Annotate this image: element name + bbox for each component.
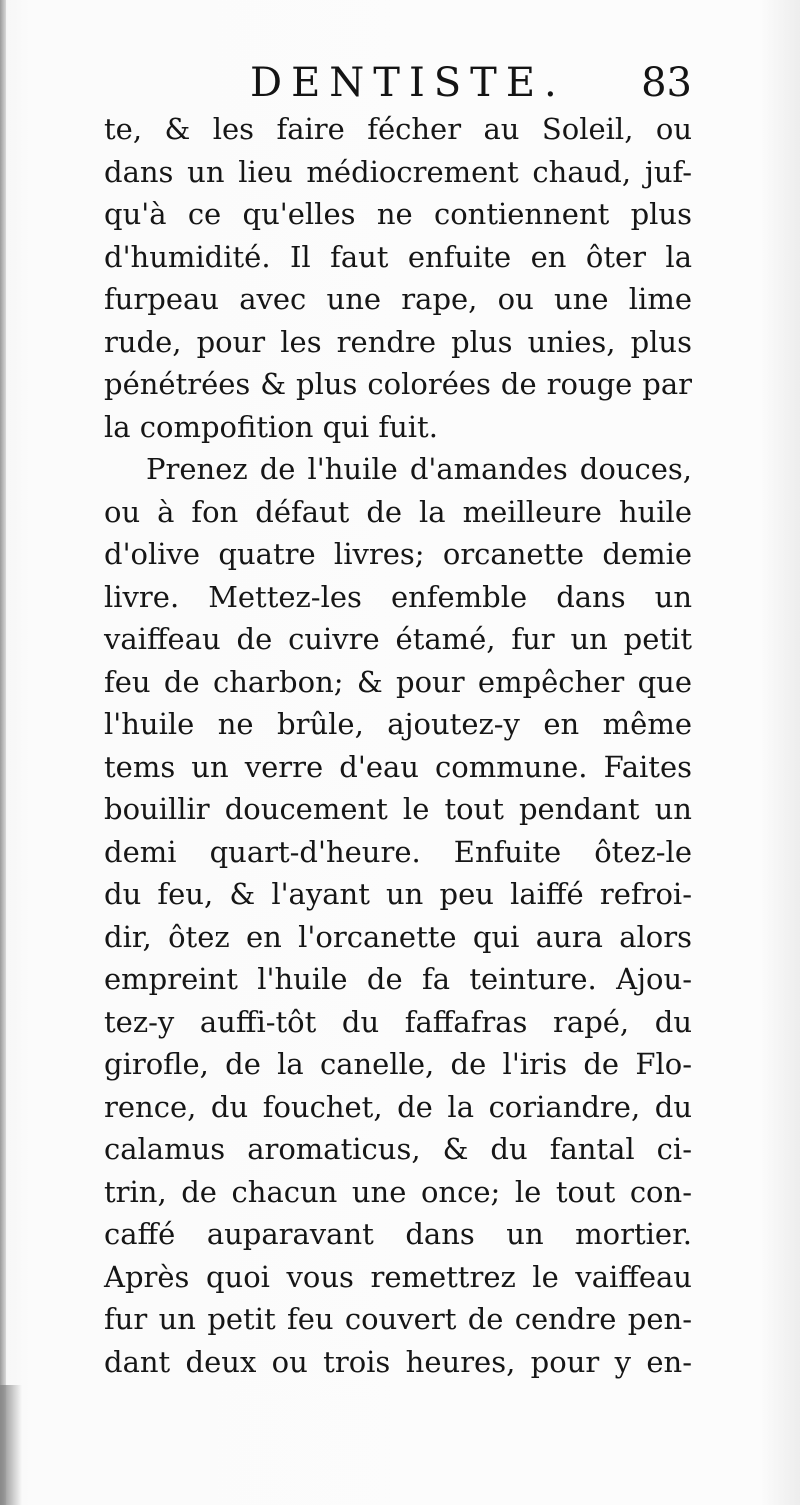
text-line: livre. Mettez-les enfemble dans un	[104, 579, 692, 614]
text-line: vaiffeau de cuivre étamé, fur un petit	[104, 622, 692, 656]
text-line: dant deux ou trois heures, pour y en-	[104, 1344, 692, 1379]
text-line: rence, du fouchet, de la coriandre, du	[104, 1089, 692, 1124]
text-line: calamus aromaticus, & du fantal ci-	[104, 1132, 692, 1166]
text-line: girofle, de la canelle, de l'iris de Flo-	[104, 1047, 692, 1081]
text-line: du feu, & l'ayant un peu laiffé refroi-	[104, 877, 692, 911]
text-line: caffé auparavant dans un mortier.	[104, 1217, 692, 1251]
page-edge-shadow	[0, 0, 6, 1505]
running-head: DENTISTE.	[250, 60, 566, 106]
text-line: pénétrées & plus colorées de rouge par	[104, 367, 692, 401]
text-line: tems un verre d'eau commune. Faites	[104, 749, 692, 784]
text-line-paragraph-start: Prenez de l'huile d'amandes douces,	[146, 452, 692, 486]
text-line: d'humidité. Il faut enfuite en ôter la	[104, 239, 692, 274]
text-line: rude, pour les rendre plus unies, plus	[104, 324, 692, 359]
text-line: l'huile ne brûle, ajoutez-y en même	[104, 707, 692, 741]
text-line: qu'à ce qu'elles ne contiennent plus	[104, 197, 692, 231]
text-line: feu de charbon; & pour empêcher que	[104, 664, 692, 699]
text-line: bouillir doucement le tout pendant un	[104, 792, 692, 826]
text-line: dir, ôtez en l'orcanette qui aura alors	[104, 919, 692, 954]
text-line: furpeau avec une rape, ou une lime	[104, 282, 692, 316]
text-line: dans un lieu médiocrement chaud, juf-	[104, 154, 692, 189]
text-line: la compofition qui fuit.	[104, 409, 438, 444]
text-line: demi quart-d'heure. Enfuite ôtez-le	[104, 834, 692, 869]
text-line: te, & les faire fécher au Soleil, ou	[104, 112, 692, 146]
body-text	[104, 108, 692, 1383]
text-line: ou à fon défaut de la meilleure huile	[104, 494, 692, 529]
text-line: tez-y auffi-tôt du faffafras rapé, du	[104, 1004, 692, 1039]
text-line: empreint l'huile de fa teinture. Ajou-	[104, 962, 692, 996]
text-line: Après quoi vous remettrez le vaiffeau	[104, 1259, 692, 1294]
page-number: 83	[641, 60, 692, 106]
page-corner-shadow	[0, 1385, 22, 1505]
text-line: fur un petit feu couvert de cendre pen-	[104, 1302, 692, 1336]
text-line: d'olive quatre livres; orcanette demie	[104, 537, 692, 571]
text-line: trin, de chacun une once; le tout con-	[104, 1174, 692, 1209]
